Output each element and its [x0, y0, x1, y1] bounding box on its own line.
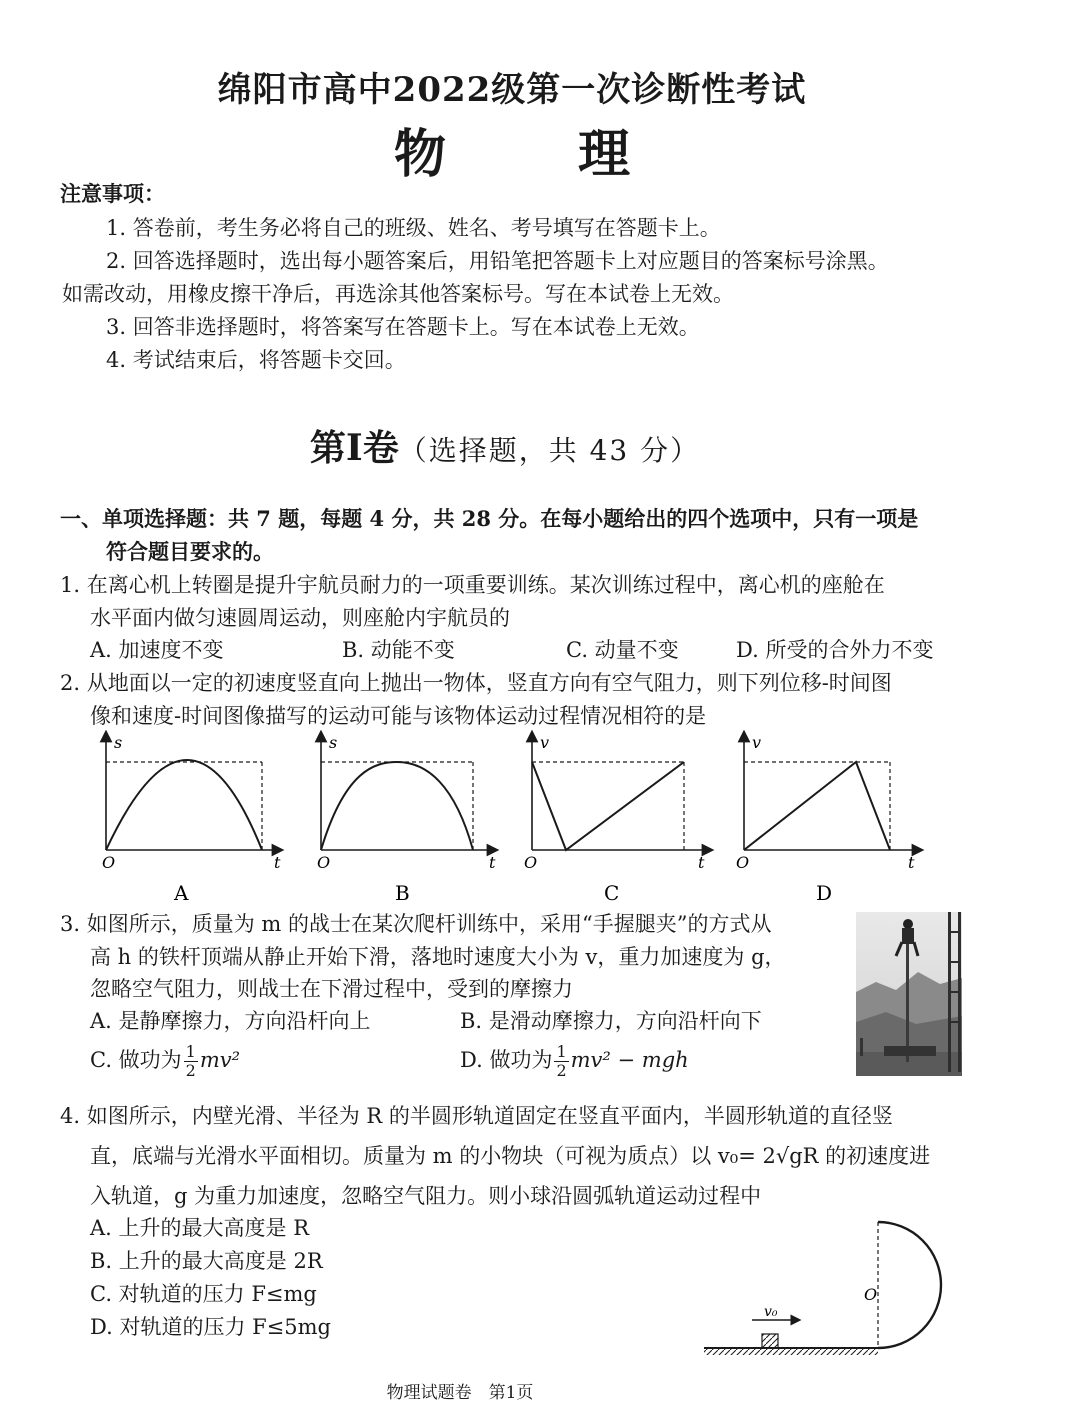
- part-heading-cont: 符合题目要求的。: [106, 539, 274, 564]
- q3-option-c: [90, 1043, 240, 1080]
- graph-d-yaxis: v: [752, 733, 762, 752]
- graph-b-origin: O: [317, 853, 331, 872]
- subject-title: 物 理: [393, 124, 670, 185]
- q1-option-a: A. 加速度不变: [90, 638, 224, 662]
- graph-c-yaxis: v: [540, 733, 550, 752]
- q3-option-a: A. 是静摩擦力，方向沿杆向上: [90, 1009, 371, 1033]
- graph-b: [317, 733, 496, 905]
- graph-c-xaxis: t: [698, 853, 705, 872]
- q4-option-b: B. 上升的最大高度是 2R: [90, 1249, 323, 1273]
- notice-item-2: 2. 回答选择题时，选出每小题答案后，用铅笔把答题卡上对应题目的答案标号涂黑。: [106, 249, 889, 273]
- climbing-photo: [856, 912, 962, 1076]
- semicircle-track-figure: [700, 1212, 960, 1362]
- section-title: [0, 420, 1010, 471]
- graph-a-yaxis: s: [114, 733, 123, 752]
- fraction-num: 1: [185, 1042, 196, 1061]
- center-label: O: [864, 1285, 878, 1304]
- graph-c-label: C: [604, 881, 620, 905]
- graph-d: [736, 733, 918, 905]
- graph-a: [102, 733, 281, 905]
- q3-option-d: [460, 1043, 689, 1080]
- q2-text-2: 像和速度-时间图像描写的运动可能与该物体运动过程情况相符的是: [90, 704, 707, 728]
- q1-text-1: 1. 在离心机上转圈是提升宇航员耐力的一项重要训练。某次训练过程中，离心机的座舱在: [60, 573, 885, 597]
- q3-option-d-prefix: D. 做功为: [460, 1048, 553, 1072]
- fraction-num: 1: [556, 1042, 567, 1061]
- part-heading: 一、单项选择题：共 7 题，每题 4 分，共 28 分。在每小题给出的四个选项中，只有一项是: [60, 506, 919, 531]
- q3-option-b: B. 是滑动摩擦力，方向沿杆向下: [460, 1009, 762, 1033]
- q2-text-1: 2. 从地面以一定的初速度竖直向上抛出一物体，竖直方向有空气阻力，则下列位移-时间图: [60, 671, 892, 695]
- page-footer: 物理试题卷 第1页: [386, 1383, 534, 1403]
- q1-text-2: 水平面内做匀速圆周运动，则座舱内宇航员的: [90, 606, 510, 630]
- notice-item-3: 3. 回答非选择题时，将答案写在答题卡上。写在本试卷上无效。: [106, 315, 700, 339]
- q4-option-c: C. 对轨道的压力 F≤mg: [90, 1282, 317, 1306]
- q1-option-c: C. 动量不变: [566, 638, 679, 662]
- q4-text-3: 入轨道，g 为重力加速度，忽略空气阻力。则小球沿圆弧轨道运动过程中: [90, 1184, 762, 1208]
- graph-b-xaxis: t: [489, 853, 496, 872]
- q3-option-d-suffix: mv² − mgh: [570, 1048, 689, 1072]
- q2-graphs: [90, 730, 930, 910]
- notice-heading: 注意事项：: [60, 181, 165, 206]
- q1-option-b: B. 动能不变: [342, 638, 455, 662]
- q4-option-d: D. 对轨道的压力 F≤5mg: [90, 1315, 331, 1339]
- graph-b-label: B: [395, 881, 410, 905]
- graph-a-xaxis: t: [274, 853, 281, 872]
- q3-option-c-suffix: mv²: [199, 1048, 241, 1072]
- velocity-label: v₀: [764, 1304, 778, 1320]
- q3-text-1: 3. 如图所示，质量为 m 的战士在某次爬杆训练中，采用“手握腿夹”的方式从: [60, 912, 772, 936]
- q4-option-a: A. 上升的最大高度是 R: [90, 1216, 310, 1240]
- graph-b-yaxis: s: [329, 733, 338, 752]
- section-title-sub: （选择题，共 43 分）: [398, 434, 701, 467]
- notice-item-2-cont: 如需改动，用橡皮擦干净后，再选涂其他答案标号。写在本试卷上无效。: [62, 282, 734, 306]
- graph-d-label: D: [816, 881, 833, 905]
- q4-text-1: 4. 如图所示，内壁光滑、半径为 R 的半圆形轨道固定在竖直平面内，半圆形轨道的直径竖: [60, 1104, 893, 1128]
- graph-c: [524, 733, 708, 905]
- graph-a-label: A: [174, 881, 189, 905]
- q3-text-2: 高 h 的铁杆顶端从静止开始下滑，落地时速度大小为 v，重力加速度为 g，: [90, 945, 786, 969]
- fraction: [184, 1043, 198, 1080]
- exam-title: 绵阳市高中2022级第一次诊断性考试: [217, 70, 807, 110]
- graph-d-xaxis: t: [908, 853, 915, 872]
- q1-option-d: D. 所受的合外力不变: [736, 638, 934, 662]
- section-title-main: 第Ⅰ卷: [309, 427, 399, 469]
- graph-d-origin: O: [736, 853, 750, 872]
- graph-a-origin: O: [102, 853, 116, 872]
- notice-item-4: 4. 考试结束后，将答题卡交回。: [106, 348, 406, 372]
- q3-text-3: 忽略空气阻力，则战士在下滑过程中，受到的摩擦力: [90, 977, 573, 1001]
- fraction-den: 2: [185, 1061, 196, 1080]
- q3-option-c-prefix: C. 做功为: [90, 1048, 182, 1072]
- notice-item-1: 1. 答卷前，考生务必将自己的班级、姓名、考号填写在答题卡上。: [106, 216, 721, 240]
- fraction-den: 2: [556, 1061, 567, 1080]
- q4-text-2: 直，底端与光滑水平面相切。质量为 m 的小物块（可视为质点）以 v₀= 2√gR 的初速度进: [90, 1144, 931, 1168]
- fraction: [554, 1043, 568, 1080]
- graph-c-origin: O: [524, 853, 538, 872]
